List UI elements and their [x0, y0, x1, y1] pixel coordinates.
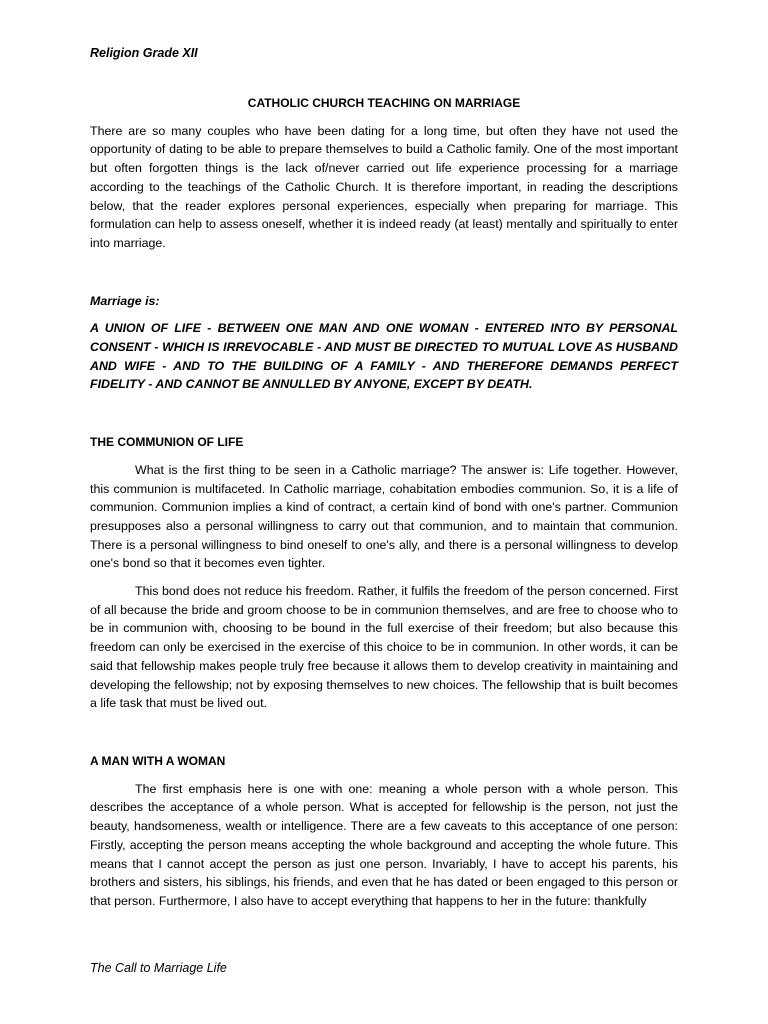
running-header: Religion Grade XII	[90, 46, 198, 60]
definition-label: Marriage is:	[90, 293, 160, 308]
intro-paragraph: There are so many couples who have been dating for a long time, but often they have not used the opportunity of dating to be able to prepare themselves to build a Catholic family. One of the most important but often forgotten things is the lack of/never carried out life experience processing for a marriage according to the teachings of the Catholic Church. It is therefore important, in reading the descriptions below, that the reader explores personal experiences, especially when preparing for marriage. This formulation can help to assess oneself, whether it is indeed ready (at least) mentally and spiritually to enter into marriage.	[90, 123, 678, 250]
section-heading-man-woman: A MAN WITH A WOMAN	[90, 753, 226, 768]
man-woman-paragraph-1: The first emphasis here is one with one: meaning a whole person with a whole person. This describes the acceptance of a whole person. What is accepted for fellowship is the person, not just the beauty, handsomeness, wealth or intelligence. There are a few caveats to this acceptance of one person: Firstly, accepting the person means accepting the whole background and accepting the whole future. This means that I cannot accept the person as just one person. Invariably, I have to accept his parents, his brothers and sisters, his siblings, his friends, and even that he has dated or been engaged to this person or that person. Furthermore, I also have to accept everything that happens to her in the future: thankfully	[90, 781, 678, 908]
document-body	[90, 94, 678, 911]
communion-paragraph-1: What is the first thing to be seen in a Catholic marriage? The answer is: Life together. However, this communion is multifaceted. In Catholic marriage, cohabitation embodies communion. So, it is a life of communion. Communion implies a kind of contract, a certain kind of bond with one's partner. Communion presupposes also a personal willingness to carry out that communion, and to maintain that communion. There is a personal willingness to bind oneself to one's ally, and there is a personal willingness to develop one's bond so that it becomes even tighter.	[90, 462, 678, 571]
section-heading-communion: THE COMMUNION OF LIFE	[90, 435, 244, 450]
document-title: CATHOLIC CHURCH TEACHING ON MARRIAGE	[247, 96, 521, 110]
communion-paragraph-2: This bond does not reduce his freedom. Rather, it fulfils the freedom of the person concerned. First of all because the bride and groom choose to be in communion themselves, and are free to choose who to be in communion with, choosing to be bound in the full exercise of their freedom; but also because this freedom can only be exercised in the exercise of this choice to be in communion. In other words, it can be said that fellowship makes people truly free because it allows them to develop creativity in maintaining and developing the fellowship; not by exposing themselves to new choices. The fellowship that is built becomes a life task that must be lived out.	[90, 584, 678, 711]
marriage-definition: A UNION OF LIFE - BETWEEN ONE MAN AND ONE WOMAN - ENTERED INTO BY PERSONAL CONSENT - WHICH IS IRREVOCABLE - AND MUST BE DIRECTED TO MUTUAL LOVE AS HUSBAND AND WIFE - AND TO THE BUILDING OF A FAMILY - AND THEREFORE DEMANDS PERFECT FIDELITY - AND CANNOT BE ANNULLED BY ANYONE, EXCEPT BY DEATH.	[90, 321, 678, 392]
running-footer: The Call to Marriage Life	[90, 961, 227, 975]
